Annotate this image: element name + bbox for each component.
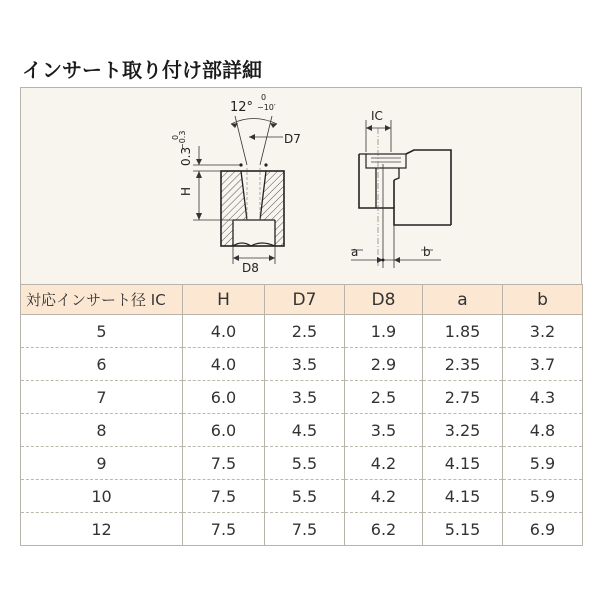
cell-d8: 3.5 [345,414,423,447]
cell-d8: 1.9 [345,315,423,348]
cell-d7: 7.5 [265,513,345,546]
b-label: b [423,245,431,259]
table-row [21,315,583,348]
angle-tol-upper: 0 [261,93,267,102]
spec-table [20,284,583,546]
d7-label: D7 [284,132,301,146]
cell-b: 4.3 [503,381,583,414]
cell-d7: 2.5 [265,315,345,348]
table-row [21,480,583,513]
cell-h: 6.0 [183,414,265,447]
cell-h: 6.0 [183,381,265,414]
cell-b: 6.9 [503,513,583,546]
depth-tol-upper: 0 [171,134,180,140]
cell-d7: 5.5 [265,447,345,480]
table-row [21,414,583,447]
table-row [21,348,583,381]
cell-h: 7.5 [183,513,265,546]
cell-d7: 4.5 [265,414,345,447]
cell-b: 4.8 [503,414,583,447]
cell-d7: 3.5 [265,348,345,381]
cell-ic: 10 [21,480,183,513]
cell-b: 3.7 [503,348,583,381]
diagram-svg [21,88,583,286]
table-row [21,447,583,480]
cell-h: 7.5 [183,480,265,513]
cell-a: 1.85 [423,315,503,348]
angle-label: 12° [230,100,254,115]
ic-label: IC [371,109,383,123]
cell-d8: 2.9 [345,348,423,381]
cell-b: 5.9 [503,447,583,480]
cell-a: 4.15 [423,447,503,480]
cell-ic: 9 [21,447,183,480]
header-ic: 対応インサート径 IC [21,285,183,315]
cell-b: 3.2 [503,315,583,348]
cell-ic: 8 [21,414,183,447]
header-h: H [183,285,265,315]
angle-tol-lower: −10′ [257,103,276,112]
table-header-row [21,285,583,315]
a-label: a [351,245,359,259]
page-title: インサート取り付け部詳細 [22,58,262,82]
hole-section [171,93,301,275]
cell-d8: 6.2 [345,513,423,546]
cell-ic: 7 [21,381,183,414]
depth-label: 0.3 [179,146,193,166]
header-d8: D8 [345,285,423,315]
mounting-diagram [20,87,582,285]
cell-a: 3.25 [423,414,503,447]
h-label: H [179,186,193,196]
cell-d8: 4.2 [345,480,423,513]
d8-label: D8 [242,261,259,275]
header-d7: D7 [265,285,345,315]
cell-b: 5.9 [503,480,583,513]
cell-d7: 3.5 [265,381,345,414]
cell-h: 4.0 [183,348,265,381]
cell-d7: 5.5 [265,480,345,513]
cell-d8: 4.2 [345,447,423,480]
cell-ic: 12 [21,513,183,546]
cell-a: 2.75 [423,381,503,414]
cell-a: 5.15 [423,513,503,546]
cell-ic: 6 [21,348,183,381]
header-b: b [503,285,583,315]
cell-a: 2.35 [423,348,503,381]
cell-d8: 2.5 [345,381,423,414]
insert-seat [351,109,451,268]
table-row [21,381,583,414]
cell-ic: 5 [21,315,183,348]
cell-a: 4.15 [423,480,503,513]
table-row [21,513,583,546]
header-a: a [423,285,503,315]
cell-h: 7.5 [183,447,265,480]
depth-tol-lower: −0.3 [178,130,187,150]
cell-h: 4.0 [183,315,265,348]
